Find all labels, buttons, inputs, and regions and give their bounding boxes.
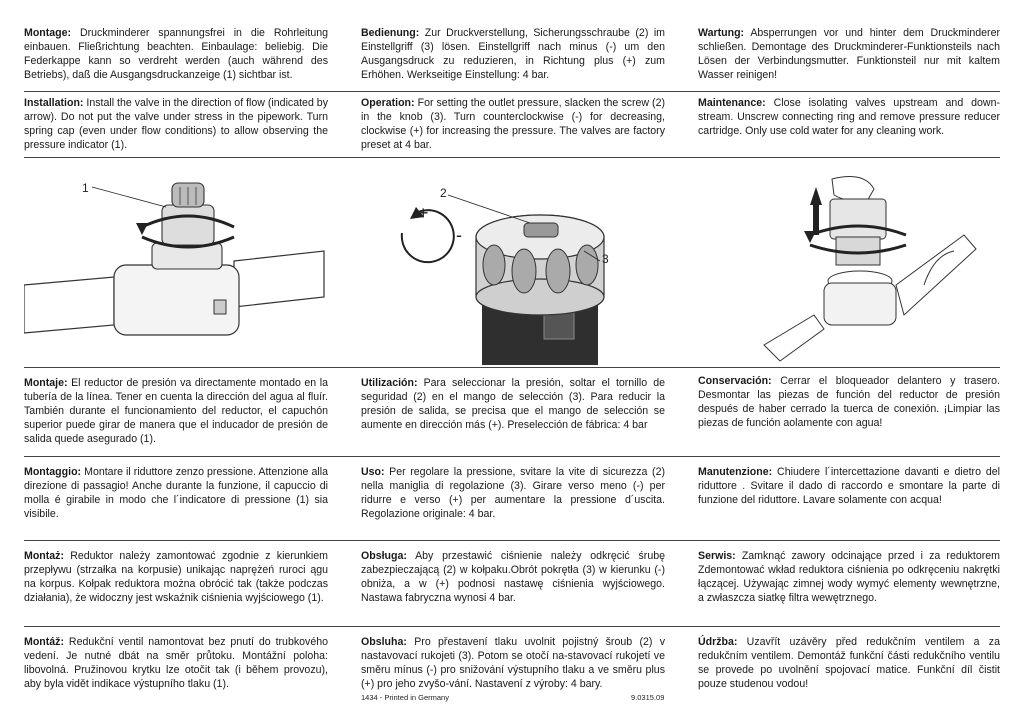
maintenance-text: Maintenance: Close isolating valves upstream and down-stream. Unscrew connecting ring and remove pressure reducer cartridge. Only use cold water for any cleaning work. bbox=[698, 97, 1000, 137]
cartridge-removal-figure bbox=[764, 177, 976, 361]
wartung-text: Wartung: Absperrungen vor und hinter dem Druckminderer schließen. Demontage des Druckminderer-Funktionsteils nach Lösen der Verbindungsmutter. Funktionsteil nur mit kaltem Wasser reinigen! bbox=[698, 27, 1000, 81]
uso-text: Uso: Per regolare la pressione, svitare la vite di sicurezza (2) nella maniglia di regolazione (3). Girare verso meno (-) per ridurre e verso (+) per aumentare la pressione d´uscita. Regolazione originale: 4 bar. bbox=[361, 466, 665, 520]
plus-sign: + bbox=[418, 203, 429, 223]
row-italian bbox=[24, 456, 1000, 537]
montaje-text: Montaje: El reductor de presión va directamente montado en la tubería de la línea. Tener en cuenta la dirección del agua al fluír. También durante el funcionamiento del reductor, el capuchón superior puede girar de manera que el inducador de presión de salida quede asegurado (1). bbox=[24, 377, 328, 445]
callout-2: 2 bbox=[440, 186, 447, 200]
document-code: 9.0315.09 bbox=[631, 693, 665, 702]
printed-note: 1434 - Printed in Germany bbox=[361, 693, 449, 702]
montaz-pl-text: Montaż: Reduktor należy zamontować zgodnie z kierunkiem przepływu (strzałka na korpusie) unikając naprężeń ruroci ągu na korpus. Kołpak reduktora można obrócić tak (także podczas działania), że widoczny jest wskaźnik ciśnienia wyjściowego (1). bbox=[24, 550, 328, 604]
callout-1: 1 bbox=[82, 181, 89, 195]
row-spanish bbox=[24, 367, 1000, 453]
conservacion-text: Conservación: Cerrar el bloqueador delantero y trasero. Desmontar las piezas de función del reductor de presión después de haber cerrado la tuerca de conexión. ¡Limpiar las piezas de función aolamente con agua! bbox=[698, 375, 1000, 429]
udrzba-text: Údržba: Uzavřít uzávěry před redukčním ventilem a za redukčním ventilem. Demontáž funkční části redukčního ventilu se provede po uvolnění spojovací matice. Funkční díl čistit pouze studenou vodou! bbox=[698, 636, 1000, 690]
row-english bbox=[24, 91, 1000, 158]
montaggio-text: Montaggio: Montare il riduttore zenzo pressione. Attenzione alla direzione di passagio! Anche durante la funzione, il capuccio di molla é girabile in modo che l´indicatore di pressione (1) sia visibile. bbox=[24, 466, 328, 520]
installation-text: Installation: Install the valve in the direction of flow (indicated by arrow). Do not put the valve under stress in the pipework. Turn spring cap (even under flow conditions) to allow observing the pressure indicator (1). bbox=[24, 97, 328, 151]
manutenzione-text: Manutenzione: Chiudere l´intercettazione davanti e dietro del riduttore . Svitare il dado di raccordo e smontare la parte di funzione del riduttore. Lavare solamente con acqua! bbox=[698, 466, 1000, 506]
knob-adjustment-figure bbox=[402, 195, 604, 365]
montaz-cz-text: Montáž: Redukční ventil namontovat bez pnutí do trubkového vedení. Je nutné dbát na směr průtoku. Montážní poloha: libovolná. Pružinovou krytku lze otočit tak (i během provozu), aby byla vidět indikace výstupního tlaku (1). bbox=[24, 636, 328, 690]
callout-3: 3 bbox=[602, 252, 609, 266]
illustration-svg bbox=[24, 165, 1000, 365]
illustrations bbox=[24, 165, 1000, 365]
row-czech bbox=[24, 626, 1000, 693]
obsluga-pl-text: Obsługa: Aby przestawić ciśnienie należy odkręcić śrubę zabezpieczającą (2) w kołpaku.Obrót pokrętła (3) w kierunku (-) obniża, a w (+) podnosi nastawę ciśnienia wyjściowego. Nastawa fabryczna wynosi 4 bar. bbox=[361, 550, 665, 604]
montage-text: Montage: Druckminderer spannungsfrei in die Rohrleitung einbauen. Fließrichtung beachten. Einbaulage: beliebig. Die Federkappe kann so verdreht werden (auch während des Betriebs), daß die Ausgangsdruckanzeige (1) sichtbar ist. bbox=[24, 27, 328, 81]
operation-text: Operation: For setting the outlet pressure, slacken the screw (2) in the knob (3). Turn counterclockwise (-) for decreasing, clockwise (+) for increasing the pressure. The valves are factory preset at 4 bar. bbox=[361, 97, 665, 151]
row-polish bbox=[24, 540, 1000, 627]
utilizacion-text: Utilización: Para seleccionar la presión, soltar el tornillo de seguridad (2) en el mango de selección (3). Para reducir la presión de salida, se precisa que el mango de selección se aumente en dirección más (+). Preselección de fábrica: 4 bar bbox=[361, 377, 665, 431]
bedienung-text: Bedienung: Zur Druckverstellung, Sicherungsschraube (2) im Einstellgriff (3) lösen. Einstellgriff nach minus (-) um den Ausgangsdruck zu reduzieren, in Richtung plus (+) zum Erhöhen. Werkseitige Einstellung: 4 bar. bbox=[361, 27, 665, 81]
minus-sign: - bbox=[456, 225, 462, 245]
row-german bbox=[24, 24, 1000, 92]
valve-installation-figure bbox=[24, 183, 324, 335]
serwis-text: Serwis: Zamknąć zawory odcinające przed i za reduktorem Zdemontować wkład reduktora ciśnienia po odkręceniu nakrętki łączącej. Używając zimnej wody wymyć elementy wewnętrzne, a zwłaszcza siatkę filtra wewętrznego. bbox=[698, 550, 1000, 604]
obsluha-cz-text: Obsluha: Pro přestavení tlaku uvolnit pojistný šroub (2) v nastavovací rukojeti (3). Potom se otočí na-stavovací rukojetí ve směru mínus (-) pro snižování výstupního tlaku a ve směru plus (+) pro jeho zvyšo-vání. Nastavení z výroby: 4 bary. bbox=[361, 636, 665, 690]
